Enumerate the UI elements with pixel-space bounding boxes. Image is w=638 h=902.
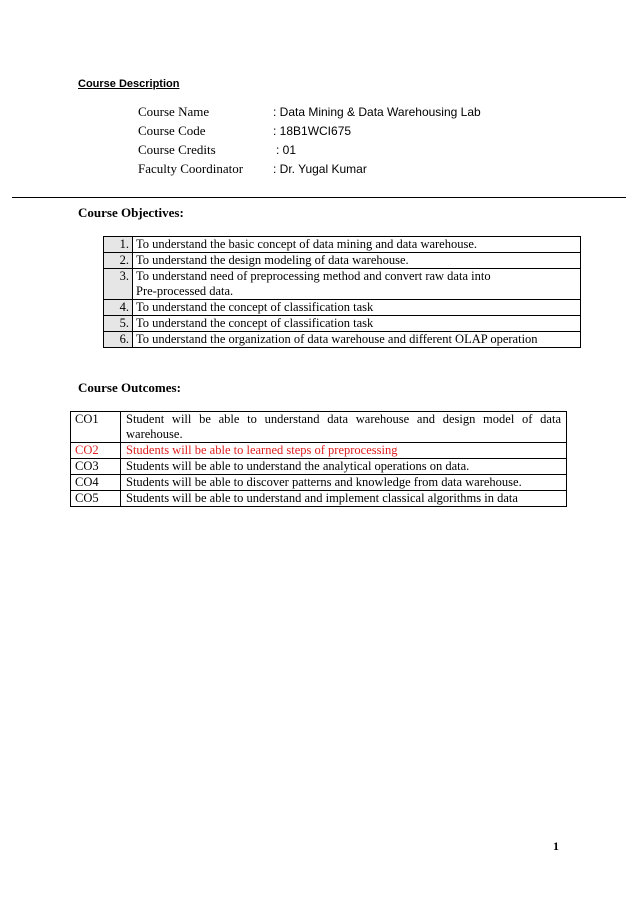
course-code-label: Course Code <box>138 123 206 138</box>
outcome-code: CO4 <box>71 475 121 491</box>
course-objectives-table <box>103 236 581 348</box>
objective-text: To understand the basic concept of data mining and data warehouse. <box>133 237 581 253</box>
objective-number: 3. <box>104 269 133 300</box>
course-name-label: Course Name <box>138 104 210 119</box>
course-credits-label: Course Credits <box>138 142 216 157</box>
course-credits-value: : 01 <box>276 143 297 157</box>
objective-text: To understand need of preprocessing method and convert raw data into <box>136 269 491 283</box>
objective-number: 1. <box>104 237 133 253</box>
objective-number: 4. <box>104 300 133 316</box>
outcome-text: Students will be able to understand and implement classical algorithms in data <box>121 491 567 507</box>
table-row <box>104 332 581 348</box>
course-objectives-heading: Course Objectives: <box>78 205 184 220</box>
outcome-text: Student will be able to understand data warehouse and design model of data <box>126 412 561 426</box>
objective-text-continued: Pre-processed data. <box>136 284 234 298</box>
course-outcomes-table <box>70 411 567 507</box>
objective-number: 2. <box>104 253 133 269</box>
outcome-text-cell <box>121 412 567 443</box>
objective-text-cell <box>133 269 581 300</box>
table-row <box>104 300 581 316</box>
table-row <box>71 459 567 475</box>
course-outcomes-heading: Course Outcomes: <box>78 380 181 395</box>
objective-text: To understand the design modeling of data warehouse. <box>133 253 581 269</box>
outcome-text: Students will be able to learned steps of preprocessing <box>121 443 567 459</box>
course-name-value: : Data Mining & Data Warehousing Lab <box>273 105 481 119</box>
objective-number: 6. <box>104 332 133 348</box>
outcome-text: Students will be able to discover patterns and knowledge from data warehouse. <box>121 475 567 491</box>
table-row-highlighted <box>71 443 567 459</box>
objective-text: To understand the concept of classification task <box>133 316 581 332</box>
outcome-text-continued: warehouse. <box>126 427 183 441</box>
objective-number: 5. <box>104 316 133 332</box>
faculty-coordinator-value: : Dr. Yugal Kumar <box>273 162 367 176</box>
outcome-text: Students will be able to understand the analytical operations on data. <box>121 459 567 475</box>
objective-text: To understand the organization of data warehouse and different OLAP operation <box>133 332 581 348</box>
horizontal-divider <box>12 197 626 198</box>
table-row <box>71 412 567 443</box>
faculty-coordinator-label: Faculty Coordinator <box>138 161 244 176</box>
page-number: 1 <box>553 839 559 853</box>
course-code-value: : 18B1WCI675 <box>273 124 352 138</box>
outcome-code: CO5 <box>71 491 121 507</box>
objective-text: To understand the concept of classification task <box>133 300 581 316</box>
outcome-code: CO1 <box>71 412 121 443</box>
outcome-code: CO3 <box>71 459 121 475</box>
table-row <box>104 316 581 332</box>
section-title-course-description: Course Description <box>78 78 180 90</box>
table-row <box>104 237 581 253</box>
table-row <box>104 253 581 269</box>
outcome-code: CO2 <box>71 443 121 459</box>
table-row <box>71 475 567 491</box>
table-row <box>71 491 567 507</box>
table-row <box>104 269 581 300</box>
